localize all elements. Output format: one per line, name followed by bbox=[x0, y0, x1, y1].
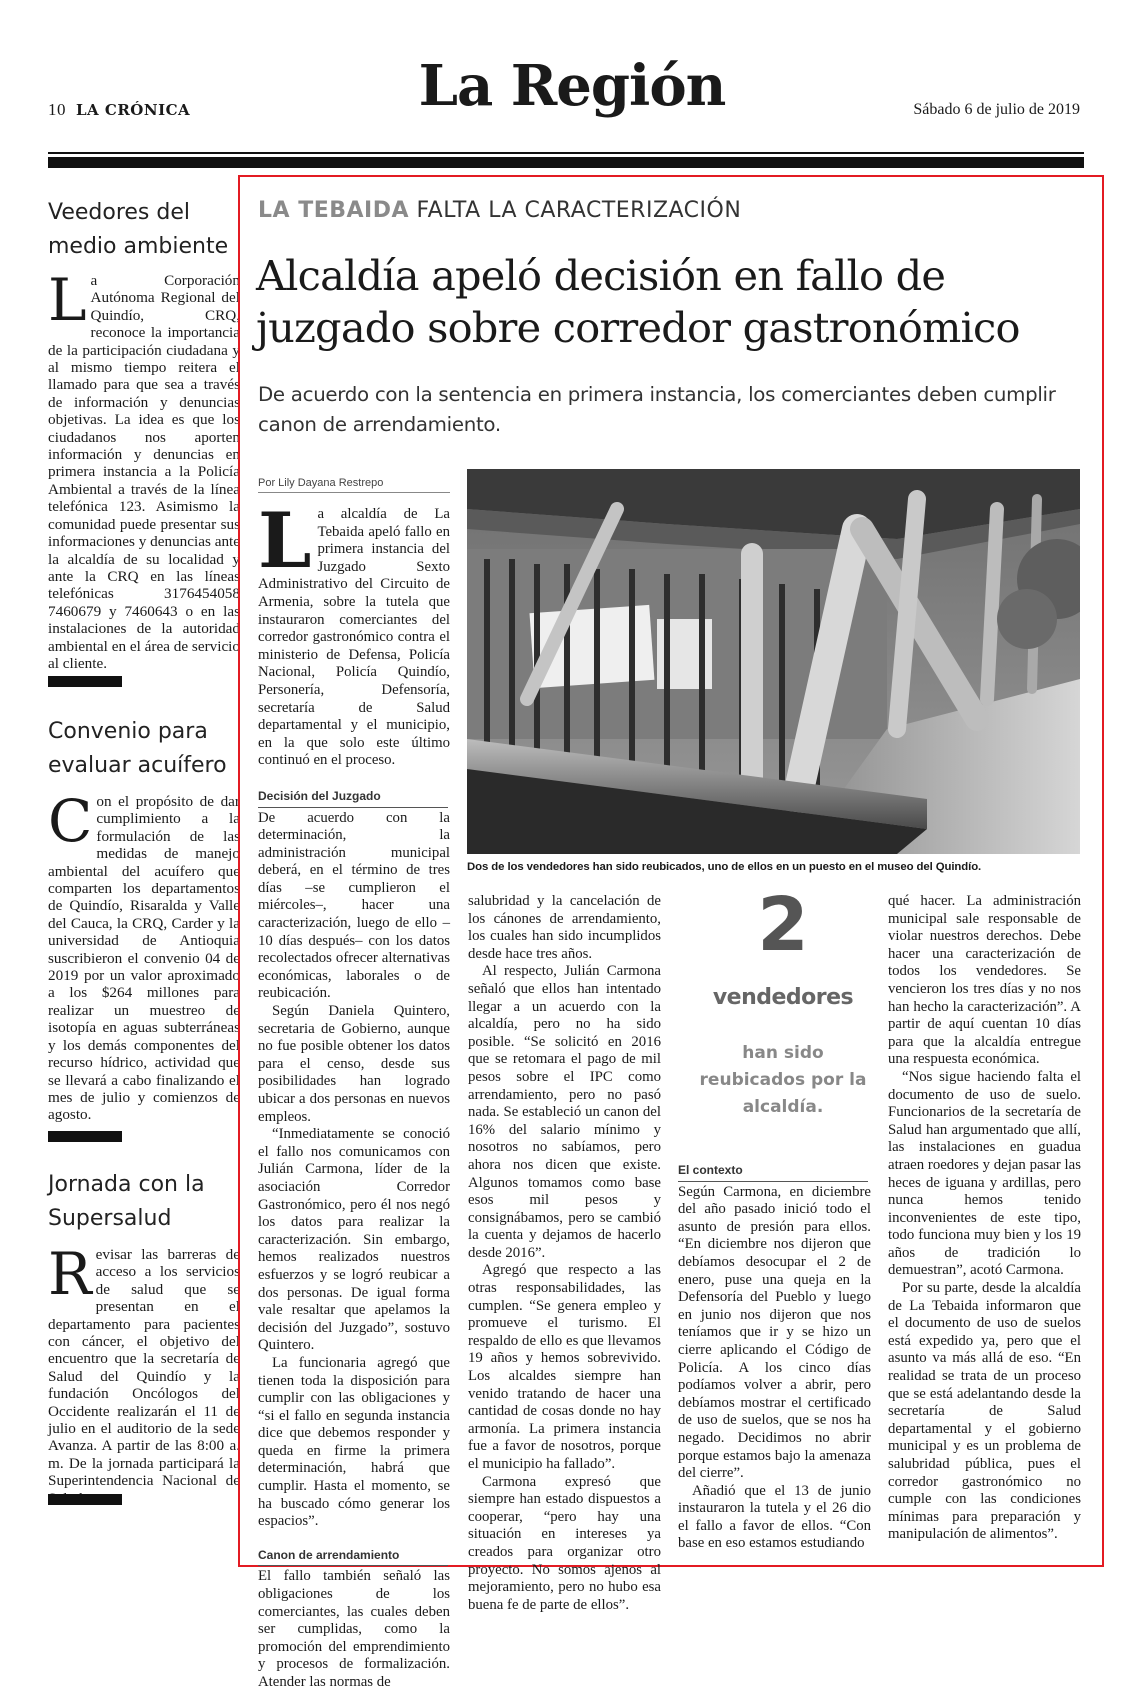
brief-title: Convenio para evaluar acuífero bbox=[48, 719, 227, 778]
stat-number: 2 bbox=[757, 882, 809, 968]
brief-title: Jornada con la Supersalud bbox=[48, 1172, 205, 1231]
kicker-place: LA TEBAIDA bbox=[258, 198, 410, 223]
paragraph: Añadió que el 13 de junio instauraron la tutela y el 26 dio el fallo a favor de ellos. “Con base en eso estamos estudiando bbox=[678, 1482, 871, 1552]
subhead: Canon de arrendamiento bbox=[258, 1547, 448, 1567]
paragraph: “Inmediatamente se conoció el fallo nos comunicamos con Julián Carmona, líder de la asociación Corredor Gastronómico, pero él nos negó los datos para realizar la caracterización. Sin embargo, hemos realizados nuestros esfuerzos y se logró reubicar a dos personas. De igual forma vale resaltar que apelamos la decisión del Juzgado”, sostuvo Quintero. bbox=[258, 1126, 450, 1354]
article-kicker bbox=[258, 198, 741, 223]
paragraph: Carmona expresó que siempre han estado dispuestos a cooperar, “pero hay una situación en intereses ya creados para organizar otro proyecto. No somos ajenos al mejoramiento, pero no hubo esa buena fe de parte de ellos”. bbox=[468, 1473, 661, 1613]
brief-dropcap: R bbox=[48, 1240, 92, 1308]
article-byline: Por Lily Dayana Restrepo bbox=[258, 477, 384, 489]
photo-image bbox=[467, 469, 1080, 854]
paragraph: qué hacer. La administración municipal sale responsable de violar nuestros derechos. Debe hacer una caracterización de todos los vendedores. Se vencieron los tres días y no nos han hecho la caracterización”. A partir de aquí cuentan 10 días para que la alcaldía entregue una respuesta económica. bbox=[888, 893, 1081, 1068]
article-deck: De acuerdo con la sentencia en primera instancia, los comerciantes deben cumplir canon de arrendamiento. bbox=[258, 383, 1056, 436]
article-headline: Alcaldía apeló decisión en fallo de juzgado sobre corredor gastronómico bbox=[256, 251, 1020, 352]
brief-dropcap: C bbox=[48, 787, 93, 855]
paragraph: “Nos sigue haciendo falta el documento de uso de suelo. Funcionarios de la secretaría de Salud han argumentado que allí, las instalaciones en guadua atraen roedores y dejan pasar las heces de iguana y ardillas, pero nunca hemos tenido inconvenientes de este tipo, todo funciona muy bien y los 19 años de tradición lo demuestran”, acotó Carmona. bbox=[888, 1068, 1081, 1279]
brief-body bbox=[48, 787, 240, 1124]
brief-divider bbox=[48, 1494, 122, 1505]
article-dropcap: L bbox=[258, 496, 312, 585]
page-number-value: 10 bbox=[48, 100, 66, 119]
kicker-topic: FALTA LA CARACTERIZACIÓN bbox=[416, 198, 742, 223]
masthead: La Región bbox=[418, 53, 726, 119]
brief-body bbox=[48, 1240, 240, 1507]
brief-text: evisar las barreras de acceso a los servicios de salud que se presentan en el departamento para pacientes con cáncer, el objetivo del encuentro que la secretaría de Salud del Quindío y la fundación Oncólogos del Occidente realizarán el 11 de julio en el auditorio de la sede Avanza. A partir de las 8:00 a. m. De la jornada participará la Superintendencia Nacional de bbox=[48, 1246, 240, 1490]
stat-text: han sido reubicados por la alcaldía. bbox=[699, 1043, 867, 1117]
article-photo bbox=[467, 469, 1080, 854]
paragraph: La funcionaria agregó que tienen toda la disposición para cumplir con las obligaciones y “si el fallo en segunda instancia dice que debemos responder y queda en firme la primera determinación, habrá que cumplir. Hasta el momento, se ha buscado cómo generar los espacios”. bbox=[258, 1354, 450, 1530]
section-name: LA CRÓNICA bbox=[76, 101, 191, 119]
paragraph: salubridad y la cancelación de los cánones de arrendamiento, los cuales han sido incumplidos desde hace tres años. bbox=[468, 893, 661, 962]
lead-paragraph bbox=[258, 496, 450, 770]
byline-rule bbox=[258, 492, 450, 493]
brief-body bbox=[48, 266, 240, 672]
paragraph: Agregó que respecto a las otras responsabilidades, las cumplen. “Se genera empleo y promueve el turismo. El respaldo de ello es que llevamos 19 años y hemos sobrevivido. Los alcaldes siempre han venido tratando de hacer una cantidad de cosas donde no hay armonía. La primera instancia fue a favor de nosotros, porque el municipio ha fallado”. bbox=[468, 1262, 661, 1472]
photo-caption: Dos de los vendedores han sido reubicados, uno de ellos en un puesto en el museo del Quindío. bbox=[467, 861, 982, 873]
stat-label: vendedores bbox=[712, 985, 854, 1010]
brief-text: a Corporación Autónoma Regional del Quindío, CRQ, reconoce la importancia de la participación ciudadana y al mismo tiempo reitera el llamado para que sea a través de información y denuncias objetivas. La idea es que los ciudadanos nos aporten información y denuncias en primera instancia a la Policía Ambiental a través de la línea telefónica 123. Asimismo la comunidad puede presentar sus informaciones y denuncias ante la alcaldía de su localidad y ante la CRQ en las líneas telefónicas 3176454058 7460679 y 7460643 o en las instalaciones de la autoridad ambiental en el área de servicio al cliente. bbox=[48, 272, 240, 672]
subhead: El contexto bbox=[678, 1162, 868, 1182]
brief-dropcap: L bbox=[48, 266, 87, 334]
brief-divider bbox=[48, 1131, 122, 1142]
brief-divider bbox=[48, 676, 122, 687]
brief-title: Veedores del medio ambiente bbox=[48, 200, 229, 259]
lead-text: a alcaldía de La Tebaida apeló fallo en primera instancia del Juzgado Sexto Administrativo del Circuito de Armenia, sobre la tutela que instauraron comerciantes del corredor gastronómico contra el ministerio de Defensa, Policía Nacional, Policía Quindío, Personería, Defensoría, secretaría de Salud departamental y el municipio, en la que solo este último continuó en el proceso. bbox=[258, 506, 450, 769]
header-rule-thick bbox=[48, 157, 1084, 168]
paragraph: De acuerdo con la determinación, la administración municipal deberá, en el término de tres días –se cumplieron el miércoles–, hacer una caracterización, luego de ello –10 días después– con los datos recolectados ofrecer alternativas económicas, laborales o de reubicación. bbox=[258, 809, 450, 1002]
article-column-4 bbox=[888, 893, 1081, 1544]
article-column-3 bbox=[678, 1162, 871, 1553]
paragraph: Al respecto, Julián Carmona señaló que ellos han intentado llegar a un acuerdo con la alcaldía, pero no ha sido posible. “Se solicitó en 2016 que se retomara el pago de mil pesos sobre el IPC como arrendamiento, pero no pasó nada. Se estableció un canon del 16% del salario mínimo y nosotros no sabíamos, pero ahora nos dicen que existe. Algunos tomamos como base esos mil pesos y consignábamos, pero se cambió la cuenta y dejamos de hacerlo desde 2016”. bbox=[468, 963, 661, 1261]
subhead: Decisión del Juzgado bbox=[258, 788, 448, 808]
paragraph: Por su parte, desde la alcaldía de La Tebaida informaron que el documento de uso de suelos está expedido ya, pero que el asunto va más allá de eso. “En realidad se trata de un proceso que se está adelantando desde la secretaría de Salud departamental y el gobierno municipal y es un problema de salubridad pública, pues el corredor gastronómico no cumple con las condiciones mínimas para preparación y manipulación de alimentos”. bbox=[888, 1280, 1081, 1543]
article-column-1 bbox=[258, 496, 450, 1692]
publication-date: Sábado 6 de julio de 2019 bbox=[913, 101, 1080, 118]
header-rule-thin bbox=[48, 152, 1084, 154]
brief-text: on el propósito de dar cumplimiento a la formulación de las medidas de manejo ambiental del acuífero que comparten los departamentos de Quindío, Risaralda y Valle del Cauca, la CRQ, Carder y la universidad de Antioquia suscribieron el convenio 04 de 2019 por un valor aproximado a los $264 millones para realizar un muestreo de isotopía en aguas subterráneas y los demás componentes del recurso hídrico, actividad que se llevará a cabo finalizando el mes de julio y comienzos de agosto. bbox=[48, 793, 240, 1124]
paragraph: Según Daniela Quintero, secretaria de Gobierno, aunque no fue posible obtener los datos para el censo, desde sus posibilidades han logrado ubicar a dos personas en nuevos empleos. bbox=[258, 1003, 450, 1125]
paragraph: El fallo también señaló las obligaciones de los comerciantes, las cuales deben ser cumplidas, como la promoción del emprendimiento y procesos de formalización. Atender las normas de bbox=[258, 1568, 450, 1690]
paragraph: Según Carmona, en diciembre del año pasado inició todo el asunto de presión para ellos. “En diciembre nos dijeron que debíamos desocupar el 2 de enero, puse una queja en la Defensoría del Pueblo y luego en junio nos dijeron que nos teníamos que ir y se hizo un cierre aplicando el Código de Policía. A los cinco días podíamos volver a abrir, pero debíamos mostrar el certificado de uso de suelos, que se nos ha negado. Decidimos no abrir porque estamos bajo la amenaza del cierre”. bbox=[678, 1183, 871, 1482]
article-column-2 bbox=[468, 893, 661, 1614]
